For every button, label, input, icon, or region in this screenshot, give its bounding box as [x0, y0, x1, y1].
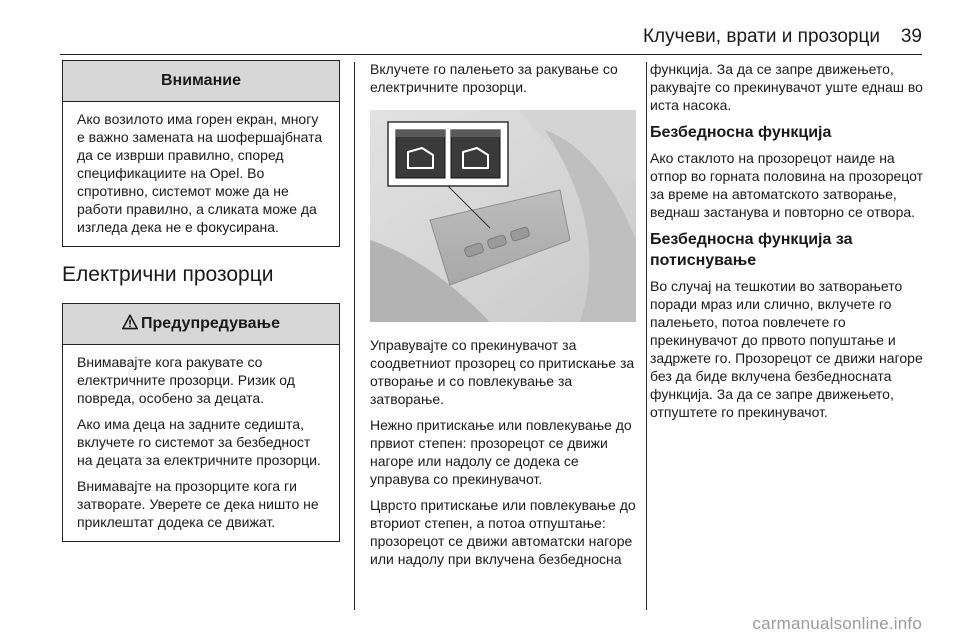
- warning-triangle-icon: [122, 314, 138, 330]
- body-paragraph: Управувајте со прекинувачот за соодветниот прозорец со притискање за отворање и со повлекување за затворање.: [370, 337, 635, 407]
- column-middle: [370, 60, 638, 576]
- body-paragraph: Цврсто притискање или повлекување до вториот степен, а потоа отпуштање: прозорецот се движи автоматски нагоре или надолу при вклучена безбедносна: [370, 497, 636, 567]
- section-title: Електрични прозорци: [62, 263, 274, 286]
- column-right: [650, 60, 930, 429]
- override-function-title: Безбедносна функција за потиснување: [650, 231, 853, 269]
- warning-box-header: [63, 304, 339, 345]
- watermark: carmanualsonline.info: [752, 614, 922, 633]
- header-divider: [60, 54, 922, 55]
- page-number: 39: [900, 26, 922, 47]
- warning-box-title: Предупредување: [141, 315, 280, 332]
- safety-function-text: Ако стаклото на прозорецот наиде на отпор во горната половина на прозорецот за време на автоматското затворање, веднаш застанува и повторно се отвора.: [650, 150, 924, 220]
- warning-box: [62, 303, 340, 542]
- continuation-text: функција. За да се запре движењето, ракувајте со прекинувачот уште еднаш во иста насока.: [650, 61, 923, 113]
- column-divider-right: [646, 62, 647, 610]
- attention-box: [62, 60, 340, 247]
- column-left: [62, 60, 340, 542]
- warning-paragraph: Внимавајте на прозорците кога ги затворате. Уверете се дека ништо не приклештат додека се движат.: [77, 478, 319, 530]
- chapter-title: Клучеви, врати и прозорци: [642, 26, 880, 47]
- warning-paragraph: Ако има деца на задните седишта, вклучете го системот за безбедност на децата за електричните прозорци.: [77, 416, 321, 468]
- body-paragraph: Нежно притискање или повлекување до првиот степен: прозорецот се движи нагоре или надолу се додека се управува со прекинувачот.: [370, 417, 632, 487]
- attention-box-text: Ако возилото има горен екран, многу е важно замената на шофершајбната да се изврши правилно, според спецификациите на Opel. Во спротивно, системот може да не работи правилно, а сликата може да изгледа дека не е фокусирана.: [77, 111, 323, 235]
- intro-text: Вклучете го палењето за ракување со електричните прозорци.: [370, 61, 618, 95]
- safety-function-title: Безбедносна функција: [650, 124, 832, 141]
- window-switch-photo: [370, 110, 636, 322]
- override-function-text: Во случај на тешкотии во затворањето поради мраз или слично, вклучете го палењето, потоа повлечете го прекинувачот до првото попуштање и задржете го. Прозорецот се движи нагоре без да биде вклучена безбедносната функција. За да се запре движењето, отпуштете го прекинувачот.: [650, 278, 923, 420]
- attention-box-title: Внимание: [63, 61, 339, 102]
- column-divider-left: [354, 62, 355, 610]
- warning-paragraph: Внимавајте кога ракувате со електричните прозорци. Ризик од повреда, особено за децата.: [77, 354, 295, 406]
